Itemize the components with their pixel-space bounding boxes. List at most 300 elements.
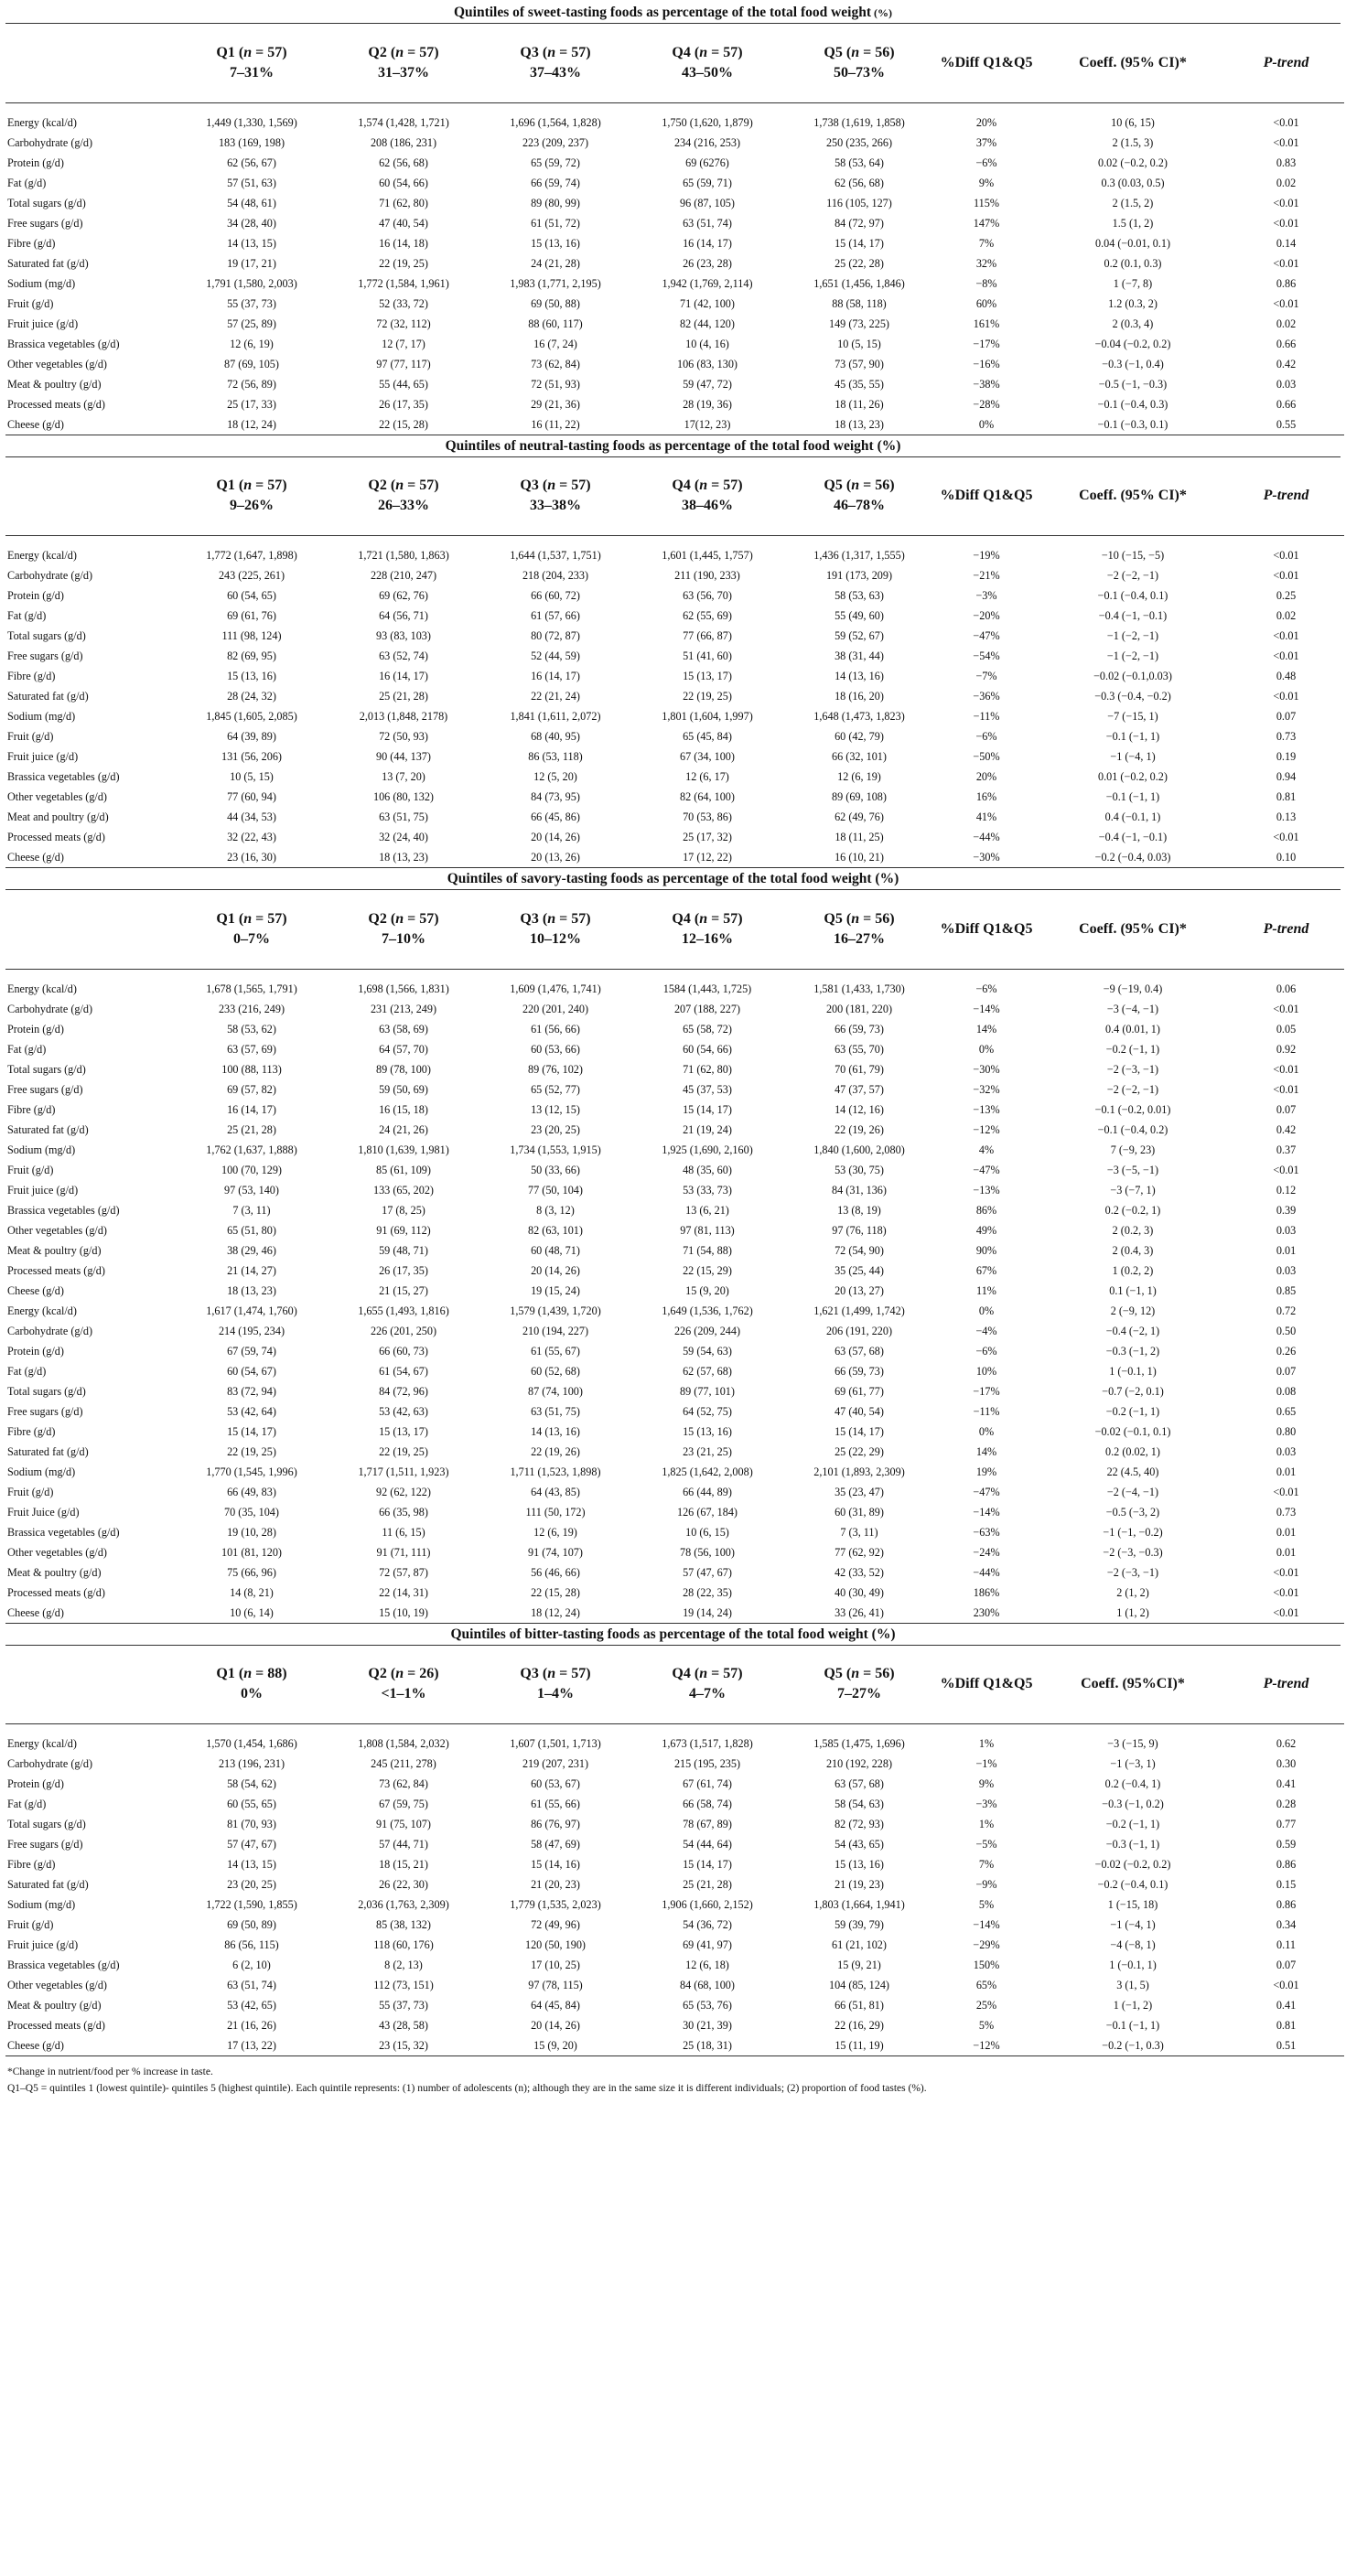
quintile-value: 64 (57, 70) <box>379 1042 428 1056</box>
section-title-suffix: (%) <box>871 6 893 19</box>
quintile-value: 71 (62, 80) <box>683 1062 732 1076</box>
table-row <box>5 1754 1344 1774</box>
quintile-value: 24 (21, 26) <box>379 1122 428 1136</box>
header-row <box>5 890 1344 969</box>
quintile-value: 59 (48, 71) <box>379 1243 428 1257</box>
coeff-value: −10 (−15, −5) <box>1101 549 1165 562</box>
quintile-value: 18 (13, 23) <box>328 847 479 868</box>
quintile-value: 120 (50, 190) <box>524 1938 586 1951</box>
quintile-value: 1,906 (1,660, 2,152) <box>662 1898 753 1911</box>
quintile-range: 38–46% <box>682 498 733 514</box>
quintile-value: 91 (75, 107) <box>376 1818 431 1830</box>
quintile-value: 226 (209, 244) <box>673 1324 741 1337</box>
pct-diff-value: −11% <box>973 710 1000 723</box>
quintile-value: 22 (15, 28) <box>328 414 479 435</box>
section-title <box>5 2 1341 24</box>
quintile-value: 69 (62, 76) <box>379 589 428 602</box>
quintile-value: 208 (186, 231) <box>370 135 437 149</box>
pct-diff-value: −20% <box>973 609 1000 622</box>
quintile-range: 50–73% <box>834 64 885 80</box>
quintile-value: 72 (54, 90) <box>835 1243 884 1257</box>
row-label: Fat (g/d) <box>7 1798 47 1810</box>
coeff-value: −0.1 (−0.4, 0.1) <box>1097 589 1168 602</box>
table-row <box>5 1462 1344 1482</box>
quintile-value: 16 (14, 17) <box>227 1102 276 1116</box>
quintile-value: 7 (3, 11) <box>840 1525 878 1539</box>
table-section <box>5 1624 1341 2057</box>
pct-diff-value: −30% <box>935 847 1038 868</box>
table-row <box>5 2035 1344 2056</box>
quintile-header <box>631 1646 783 1724</box>
quintile-value: 1,655 (1,493, 1,816) <box>358 1304 449 1317</box>
row-label: Fruit juice (g/d) <box>7 1938 79 1951</box>
pct-diff-value: 90% <box>975 1243 997 1257</box>
quintile-value: 58 (54, 63) <box>835 1798 884 1810</box>
quintile-value: 15 (11, 19) <box>783 2035 935 2056</box>
quintile-value: 91 (69, 112) <box>376 1223 431 1237</box>
row-label: Energy (kcal/d) <box>7 549 77 562</box>
coeff-value: 1.2 (0.3, 2) <box>1108 296 1158 310</box>
quintile-value: 92 (62, 122) <box>376 1485 431 1498</box>
table-row <box>5 1422 1344 1442</box>
coeff-value: 22 (4.5, 40) <box>1106 1465 1159 1478</box>
table-row <box>5 1019 1344 1039</box>
quintile-value: 211 (190, 233) <box>674 569 740 582</box>
quintile-value: 22 (19, 25) <box>227 1444 276 1458</box>
quintile-value: 88 (58, 118) <box>832 296 887 310</box>
table-row <box>5 706 1344 726</box>
quintile-value: 54 (43, 65) <box>835 1838 884 1851</box>
pct-diff-value: 65% <box>975 1979 997 1991</box>
p-trend-value: 0.86 <box>1276 276 1297 290</box>
quintile-value: 200 (181, 220) <box>825 1002 893 1015</box>
coeff-value: −0.04 (−0.2, 0.2) <box>1094 337 1171 350</box>
table-section <box>5 435 1341 869</box>
quintile-value: 52 (33, 72) <box>379 296 428 310</box>
quintile-value: 23 (15, 32) <box>328 2035 479 2056</box>
quintile-value: 1,825 (1,642, 2,008) <box>662 1465 753 1478</box>
coeff-value: −0.1 (−0.4, 0.2) <box>1097 1122 1168 1136</box>
p-trend-value: <0.01 <box>1273 1082 1299 1096</box>
quintile-value: 65 (51, 80) <box>227 1223 276 1237</box>
quintile-value: 17 (8, 25) <box>382 1203 425 1217</box>
p-trend-value: 0.13 <box>1276 810 1297 823</box>
quintile-value: 25 (17, 32) <box>683 831 732 843</box>
quintile-value: 66 (59, 74) <box>531 176 580 189</box>
quintile-value: 1,717 (1,511, 1,923) <box>358 1465 449 1478</box>
row-label: Free sugars (g/d) <box>7 1082 83 1096</box>
p-trend-value: 0.08 <box>1276 1384 1297 1398</box>
quintile-value: 60 (53, 66) <box>531 1042 580 1056</box>
quintile-value: 58 (54, 62) <box>227 1777 276 1790</box>
table-row <box>5 1482 1344 1502</box>
table-row <box>5 1894 1344 1915</box>
table-row <box>5 1381 1344 1401</box>
row-label: Carbohydrate (g/d) <box>7 569 93 582</box>
pct-diff-value: −47% <box>973 1163 1000 1176</box>
p-trend-value: 0.02 <box>1276 176 1297 189</box>
coeff-value: −2 (−2, −1) <box>1106 569 1159 582</box>
quintile-label: Q3 (n = 57) <box>520 910 591 927</box>
quintile-header <box>783 24 935 102</box>
quintile-value: 15 (13, 16) <box>227 670 276 682</box>
quintile-value: 12 (6, 18) <box>685 1959 729 1971</box>
pct-diff-value: 10% <box>975 1364 997 1378</box>
table-row <box>5 1281 1344 1301</box>
quintile-value: 81 (70, 93) <box>227 1818 276 1830</box>
quintile-value: 86 (53, 118) <box>528 750 583 763</box>
quintile-value: 71 (42, 100) <box>680 296 735 310</box>
quintile-value: 2,101 (1,893, 2,309) <box>813 1465 905 1478</box>
quintile-label: Q2 (n = 57) <box>368 44 439 60</box>
quintile-header <box>631 890 783 969</box>
p-trend-value: 0.85 <box>1276 1283 1297 1297</box>
p-trend-value: <0.01 <box>1273 115 1299 129</box>
p-trend-value: 0.80 <box>1276 1424 1297 1438</box>
coeff-value: −0.1 (−0.3, 0.1) <box>1038 414 1228 435</box>
quintile-value: 14 (12, 16) <box>835 1102 884 1116</box>
quintile-value: 15 (9, 20) <box>479 2035 631 2056</box>
quintile-value: 82 (72, 93) <box>835 1818 884 1830</box>
coeff-value: −7 (−15, 1) <box>1107 710 1158 723</box>
pct-diff-value: 1% <box>978 1737 995 1750</box>
quintile-value: 58 (47, 69) <box>531 1838 580 1851</box>
quintile-value: 20 (14, 26) <box>531 1263 580 1277</box>
quintile-value: 77 (62, 92) <box>835 1545 884 1559</box>
quintile-value: 69 (57, 82) <box>227 1082 276 1096</box>
pct-diff-value: 20% <box>975 770 997 783</box>
footnote-line: *Change in nutrient/food per % increase in taste. <box>7 2066 213 2077</box>
p-trend-value: 0.07 <box>1276 710 1297 723</box>
p-trend-value: 0.26 <box>1276 1344 1297 1358</box>
quintile-value: 93 (83, 103) <box>376 629 431 642</box>
pct-diff-value: −1% <box>975 1757 997 1770</box>
quintile-value: 55 (37, 73) <box>227 296 276 310</box>
quintile-value: 19 (17, 21) <box>227 256 276 270</box>
pct-diff-value: 20% <box>975 115 997 129</box>
quintile-value: 40 (30, 49) <box>835 1585 884 1599</box>
pct-diff-header: %Diff Q1&Q5 <box>935 457 1038 536</box>
coeff-value: −3 (−15, 9) <box>1107 1737 1158 1750</box>
table-row <box>5 1401 1344 1422</box>
quintile-value: 1,808 (1,584, 2,032) <box>358 1737 449 1750</box>
table-row <box>5 1834 1344 1854</box>
coeff-value: −2 (−3, −1) <box>1106 1565 1159 1579</box>
table-row <box>5 1502 1344 1522</box>
table-row <box>5 1200 1344 1220</box>
row-label: Total sugars (g/d) <box>7 629 86 642</box>
quintile-value: 84 (72, 97) <box>835 216 884 230</box>
p-trend-value: <0.01 <box>1273 135 1299 149</box>
pct-diff-value: 67% <box>975 1263 997 1277</box>
coeff-value: −2 (−2, −1) <box>1106 1082 1159 1096</box>
quintile-value: 10 (5, 15) <box>837 337 881 350</box>
row-label: Meat and poultry (g/d) <box>7 810 109 823</box>
coeff-value: −1 (−2, −1) <box>1106 629 1159 642</box>
row-label: Protein (g/d) <box>7 1344 64 1358</box>
row-label: Free sugars (g/d) <box>7 1838 83 1851</box>
quintile-value: 89 (76, 102) <box>528 1062 583 1076</box>
coeff-value: 1 (−0.1, 1) <box>1109 1959 1157 1971</box>
quintile-value: 54 (36, 72) <box>683 1918 732 1931</box>
pct-diff-value: −14% <box>973 1918 1000 1931</box>
quintile-value: 66 (32, 101) <box>832 750 887 763</box>
quintile-value: 14 (8, 21) <box>230 1585 274 1599</box>
p-trend-value: 0.39 <box>1276 1203 1297 1217</box>
quintile-value: 60 (42, 79) <box>835 730 884 743</box>
quintile-value: 19 (10, 28) <box>227 1525 276 1539</box>
quintile-value: 1,648 (1,473, 1,823) <box>813 710 905 723</box>
table-row <box>5 173 1344 193</box>
quintile-value: 23 (16, 30) <box>176 847 328 868</box>
pct-diff-value: 37% <box>975 135 997 149</box>
table-header <box>5 24 1344 102</box>
row-label: Total sugars (g/d) <box>7 1818 86 1830</box>
quintile-value: 29 (21, 36) <box>531 397 580 411</box>
quintile-value: 207 (188, 227) <box>673 1002 741 1015</box>
quintile-value: 57 (51, 63) <box>227 176 276 189</box>
quintile-value: 60 (53, 67) <box>531 1777 580 1790</box>
quintile-value: 1,436 (1,317, 1,555) <box>813 549 905 562</box>
quintile-value: 73 (62, 84) <box>531 357 580 370</box>
quintile-value: 65 (53, 76) <box>683 1999 732 2012</box>
row-label: Free sugars (g/d) <box>7 216 83 230</box>
pct-diff-value: −54% <box>973 649 1000 662</box>
coeff-value: 0.4 (−0.1, 1) <box>1104 810 1161 823</box>
quintile-value: 19 (14, 24) <box>631 1603 783 1624</box>
quintile-value: 7 (3, 11) <box>232 1203 271 1217</box>
section-title-text: Quintiles of bitter-tasting foods as percentage of the total food weight (%) <box>450 1626 896 1642</box>
section-title <box>5 868 1341 890</box>
quintile-value: 63 (57, 68) <box>835 1344 884 1358</box>
quintile-value: 63 (55, 70) <box>835 1042 884 1056</box>
table-row <box>5 102 1344 133</box>
quintile-value: 100 (70, 129) <box>221 1163 282 1176</box>
table-section <box>5 2 1341 435</box>
row-label: Processed meats (g/d) <box>7 831 105 843</box>
quintile-value: 28 (19, 36) <box>683 397 732 411</box>
pct-diff-value: −47% <box>973 629 1000 642</box>
p-trend-value: 0.19 <box>1276 750 1297 763</box>
quintile-value: 34 (28, 40) <box>227 216 276 230</box>
table-row <box>5 1955 1344 1975</box>
row-label: Brassica vegetables (g/d) <box>7 1203 120 1217</box>
p-trend-header: P-trend <box>1228 890 1344 969</box>
table-row <box>5 1321 1344 1341</box>
quintile-value: 26 (23, 28) <box>683 256 732 270</box>
coeff-value: 0.2 (0.02, 1) <box>1105 1444 1160 1458</box>
quintile-value: 23 (20, 25) <box>531 1122 580 1136</box>
quintile-value: 112 (73, 151) <box>373 1979 434 1991</box>
coeff-value: −0.3 (−1, 2) <box>1105 1344 1160 1358</box>
p-trend-header: P-trend <box>1228 1646 1344 1724</box>
quintile-value: 64 (43, 85) <box>531 1485 580 1498</box>
coeff-value: 2 (1.5, 3) <box>1112 135 1154 149</box>
quintile-value: 106 (80, 132) <box>372 790 434 803</box>
coeff-value: −1 (−2, −1) <box>1106 649 1159 662</box>
quintile-value: 126 (67, 184) <box>676 1505 738 1519</box>
row-label: Fat (g/d) <box>7 609 47 622</box>
quintile-range: 46–78% <box>834 498 885 514</box>
table-row <box>5 1059 1344 1079</box>
quintile-value: 63 (56, 70) <box>683 589 732 602</box>
row-label: Other vegetables (g/d) <box>7 1545 107 1559</box>
quintile-value: 67 (61, 74) <box>683 1777 732 1790</box>
row-label: Free sugars (g/d) <box>7 649 83 662</box>
table-row <box>5 686 1344 706</box>
p-trend-value: 0.28 <box>1276 1798 1297 1810</box>
quintile-value: 72 (32, 112) <box>376 317 431 330</box>
quintile-value: 1,791 (1,580, 2,003) <box>206 276 297 290</box>
row-label: Total sugars (g/d) <box>7 1062 86 1076</box>
pct-diff-value: 147% <box>973 216 1000 230</box>
p-trend-value: <0.01 <box>1273 256 1299 270</box>
pct-diff-value: −14% <box>973 1002 1000 1015</box>
coeff-value: −1 (−4, 1) <box>1110 750 1156 763</box>
quintile-header <box>176 457 328 536</box>
quintile-value: 15 (13, 17) <box>379 1424 428 1438</box>
coeff-value: −3 (−7, 1) <box>1110 1183 1156 1197</box>
coeff-value: −1 (−3, 1) <box>1110 1757 1156 1770</box>
row-label: Energy (kcal/d) <box>7 1737 77 1750</box>
coeff-value: 0.2 (−0.2, 1) <box>1104 1203 1161 1217</box>
table-row <box>5 1240 1344 1261</box>
pct-diff-value: −63% <box>973 1525 1000 1539</box>
table-header <box>5 890 1344 969</box>
p-trend-value: 0.11 <box>1276 1938 1296 1951</box>
quintile-header <box>783 890 935 969</box>
coeff-value: 2 (−9, 12) <box>1110 1304 1156 1317</box>
row-label: Saturated fat (g/d) <box>7 1444 89 1458</box>
p-trend-value: 0.51 <box>1228 2035 1344 2056</box>
quintile-value: 101 (81, 120) <box>221 1545 282 1559</box>
quintile-value: 15 (13, 16) <box>835 1858 884 1871</box>
quintile-value: 71 (62, 80) <box>379 196 428 209</box>
table-row <box>5 1603 1344 1624</box>
table-row <box>5 1854 1344 1874</box>
data-table <box>5 890 1344 1624</box>
quintile-value: 86 (76, 97) <box>531 1818 580 1830</box>
quintile-value: 70 (61, 79) <box>835 1062 884 1076</box>
row-label: Processed meats (g/d) <box>7 1585 105 1599</box>
row-label: Meat & poultry (g/d) <box>7 1243 102 1257</box>
p-trend-value: 0.50 <box>1276 1324 1297 1337</box>
coeff-value: −0.2 (−1, 1) <box>1105 1818 1160 1830</box>
quintile-value: 215 (195, 235) <box>673 1757 741 1770</box>
quintile-value: 17 (10, 25) <box>531 1959 580 1971</box>
quintile-value: 26 (17, 35) <box>379 1263 428 1277</box>
row-label: Total sugars (g/d) <box>7 1384 86 1398</box>
quintile-value: 18 (13, 23) <box>227 1283 276 1297</box>
row-label: Meat & poultry (g/d) <box>7 377 102 391</box>
pct-diff-value: −5% <box>975 1838 997 1851</box>
p-trend-header: P-trend <box>1228 457 1344 536</box>
p-trend-value: 0.34 <box>1276 1918 1297 1931</box>
quintile-value: 61 (54, 67) <box>379 1364 428 1378</box>
quintile-value: 66 (49, 83) <box>227 1485 276 1498</box>
coeff-value: 2 (0.2, 3) <box>1112 1223 1154 1237</box>
row-label: Fruit (g/d) <box>7 1918 54 1931</box>
table-row <box>5 133 1344 153</box>
quintile-value: 69 (61, 76) <box>227 609 276 622</box>
quintile-value: 219 (207, 231) <box>522 1757 589 1770</box>
quintile-value: 21 (19, 23) <box>835 1878 884 1891</box>
quintile-label: Q3 (n = 57) <box>520 1666 591 1682</box>
row-label: Carbohydrate (g/d) <box>7 1757 93 1770</box>
pct-diff-value: −47% <box>973 1485 1000 1498</box>
coeff-value: −2 (−4, −1) <box>1106 1485 1159 1498</box>
quintile-value: 64 (56, 71) <box>379 609 428 622</box>
quintile-value: 149 (73, 225) <box>828 317 889 330</box>
table-row <box>5 1583 1344 1603</box>
quintile-value: 1,574 (1,428, 1,721) <box>358 115 449 129</box>
quintile-value: 20 (14, 26) <box>531 831 580 843</box>
quintile-header <box>328 1646 479 1724</box>
pct-diff-value: −17% <box>973 1384 1000 1398</box>
quintile-value: 1,644 (1,537, 1,751) <box>510 549 601 562</box>
p-trend-value: 0.06 <box>1276 982 1297 995</box>
quintile-value: 228 (210, 247) <box>370 569 437 582</box>
quintile-value: 59 (54, 63) <box>683 1344 732 1358</box>
p-trend-value: 0.30 <box>1276 1757 1297 1770</box>
table-row <box>5 1975 1344 1995</box>
row-label: Sodium (mg/d) <box>7 276 76 290</box>
coeff-value: 2 (0.4, 3) <box>1112 1243 1154 1257</box>
table-row <box>5 314 1344 334</box>
quintile-range: 1–4% <box>537 1686 574 1702</box>
quintile-value: 82 (69, 95) <box>227 649 276 662</box>
p-trend-value: <0.01 <box>1273 831 1299 843</box>
quintile-value: 18 (11, 26) <box>835 397 884 411</box>
quintile-range: 43–50% <box>682 64 733 80</box>
quintile-value: 63 (58, 69) <box>379 1022 428 1036</box>
row-label: Carbohydrate (g/d) <box>7 135 93 149</box>
quintile-value: 17 (12, 22) <box>631 847 783 868</box>
quintile-value: 1,698 (1,566, 1,831) <box>358 982 449 995</box>
quintile-value: 17(12, 23) <box>631 414 783 435</box>
row-label: Fibre (g/d) <box>7 1858 56 1871</box>
quintile-value: 30 (21, 39) <box>683 2019 732 2032</box>
quintile-value: 66 (59, 73) <box>835 1364 884 1378</box>
pct-diff-value: −32% <box>973 1082 1000 1096</box>
header-row <box>5 457 1344 536</box>
coeff-value: −0.3 (−0.4, −0.2) <box>1094 690 1171 703</box>
quintile-value: 12 (6, 19) <box>533 1525 577 1539</box>
pct-diff-value: −29% <box>973 1938 1000 1951</box>
row-label: Fibre (g/d) <box>7 670 56 682</box>
coeff-value: 0.04 (−0.01, 0.1) <box>1094 236 1171 250</box>
row-label: Fibre (g/d) <box>7 1424 56 1438</box>
footnote-line: Q1–Q5 = quintiles 1 (lowest quintile)- quintiles 5 (highest quintile). Each quintile represents: (1) number of adolescents (n); although they are in the same size it is different individuals; (2) proportion of food tastes (%). <box>7 2083 927 2094</box>
quintile-value: 89 (78, 100) <box>376 1062 431 1076</box>
quintile-value: 45 (37, 53) <box>683 1082 732 1096</box>
row-label: Protein (g/d) <box>7 156 64 169</box>
pct-diff-value: 0% <box>978 1304 995 1317</box>
table-row <box>5 999 1344 1019</box>
pct-diff-value: 4% <box>978 1143 995 1156</box>
quintile-range: 16–27% <box>834 930 885 947</box>
quintile-value: 66 (44, 89) <box>683 1485 732 1498</box>
coeff-value: −0.4 (−1, −0.1) <box>1098 831 1168 843</box>
quintile-label: Q5 (n = 56) <box>824 910 895 927</box>
quintile-value: 243 (225, 261) <box>218 569 285 582</box>
coeff-header: Coeff. (95% CI)* <box>1038 890 1228 969</box>
data-table <box>5 24 1344 435</box>
quintile-value: 84 (73, 95) <box>531 790 580 803</box>
quintile-value: 19 (15, 24) <box>531 1283 580 1297</box>
p-trend-value: 0.01 <box>1276 1545 1297 1559</box>
quintile-value: 87 (74, 100) <box>528 1384 583 1398</box>
